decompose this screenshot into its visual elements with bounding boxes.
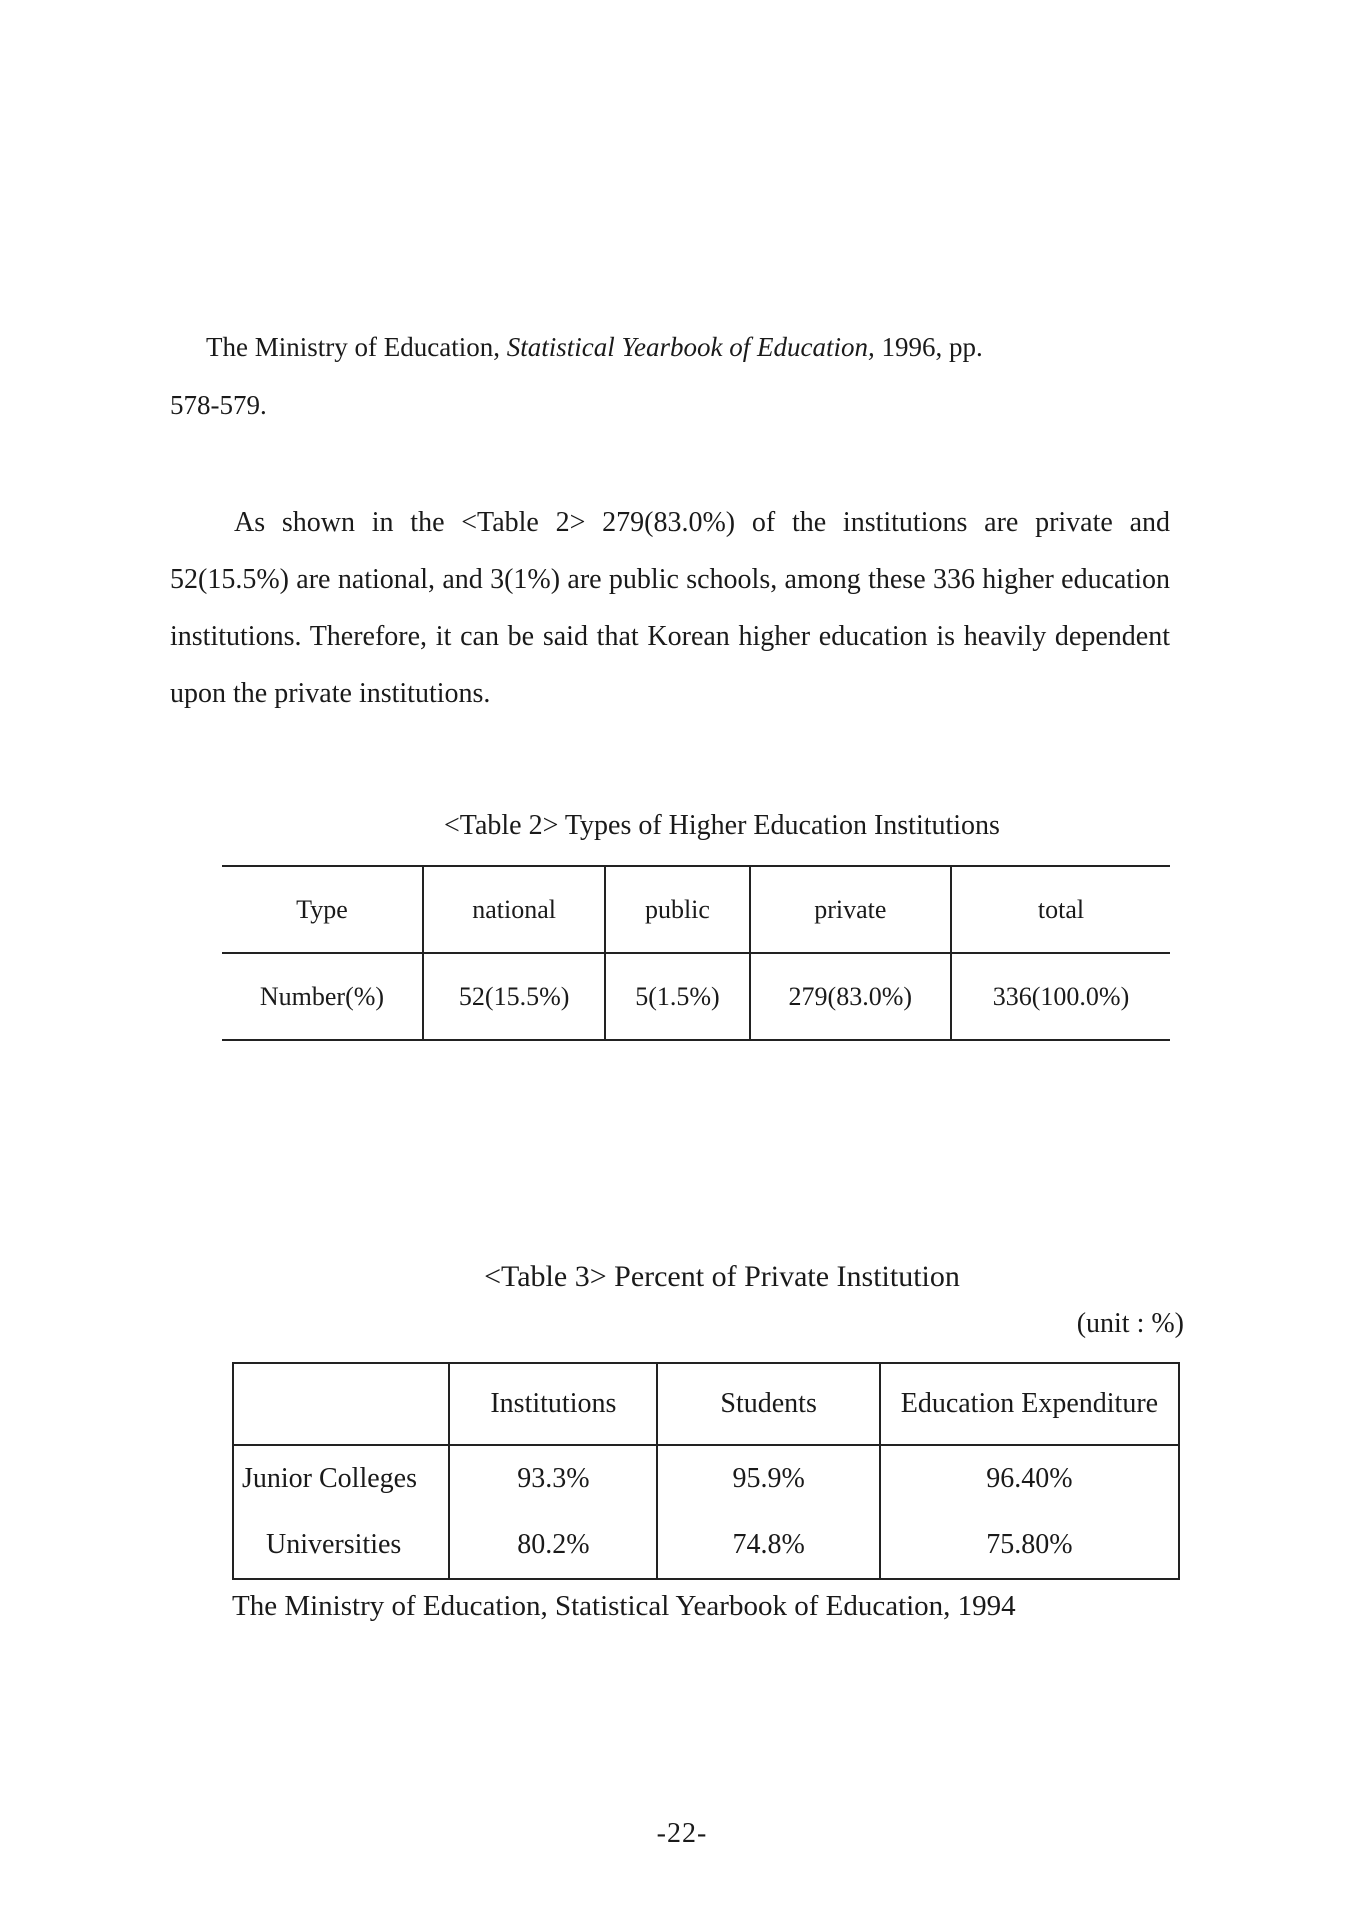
citation-title: Statistical Yearbook of Education, (506, 332, 875, 362)
body-paragraph: As shown in the <Table 2> 279(83.0%) of the institutions are private and 52(15.5%) are national, and 3(1%) are public schools, among these 336 higher education institutions. Therefore, it can be said that Korean higher education is heavily dependent upon the private institutions. (170, 507, 1170, 709)
citation-author: The Ministry of Education, (206, 332, 500, 362)
table3-row-label: Junior Colleges (242, 1463, 417, 1494)
table2-header-cell: Type (222, 866, 423, 953)
table3-row (233, 1512, 1179, 1579)
table3-row (233, 1445, 1179, 1512)
table2-header-cell: national (423, 866, 605, 953)
source-citation-bottom: The Ministry of Education, Statistical Yearbook of Education, 1994 (232, 1590, 1016, 1622)
table2-caption: <Table 2> Types of Higher Education Institutions (444, 810, 1000, 841)
table3-header-cell: Education Expenditure (880, 1363, 1179, 1445)
table2-header-row (222, 866, 1170, 953)
table3-private-percent (232, 1362, 1180, 1580)
table3-caption: <Table 3> Percent of Private Institution (484, 1260, 960, 1293)
table2-header-cell: total (951, 866, 1170, 953)
table2-cell: Number(%) (222, 953, 423, 1040)
table3-header-cell (233, 1363, 449, 1445)
table3-cell: 96.40% (880, 1445, 1179, 1512)
source-citation-top (170, 318, 1200, 434)
table3-unit: (unit : %) (1076, 1308, 1184, 1339)
table2-cell: 336(100.0%) (951, 953, 1170, 1040)
table2-cell: 5(1.5%) (605, 953, 749, 1040)
table3-cell: 80.2% (449, 1512, 657, 1579)
table2-header-cell: private (750, 866, 951, 953)
citation-pages: 578-579. (170, 390, 267, 420)
table3-header-row (233, 1363, 1179, 1445)
table2-data-row (222, 953, 1170, 1040)
table2-cell: 52(15.5%) (423, 953, 605, 1040)
table3-header-cell: Institutions (449, 1363, 657, 1445)
table2-cell: 279(83.0%) (750, 953, 951, 1040)
table3-cell: 95.9% (657, 1445, 879, 1512)
table3-cell: 74.8% (657, 1512, 879, 1579)
citation-year: 1996, pp. (881, 332, 983, 362)
page-number: -22- (656, 1818, 708, 1849)
table3-row-label: Universities (266, 1529, 402, 1560)
table2-institution-types (222, 865, 1170, 1041)
table3-cell: 75.80% (880, 1512, 1179, 1579)
table3-cell: 93.3% (449, 1445, 657, 1512)
table2-header-cell: public (605, 866, 749, 953)
table3-header-cell: Students (657, 1363, 879, 1445)
